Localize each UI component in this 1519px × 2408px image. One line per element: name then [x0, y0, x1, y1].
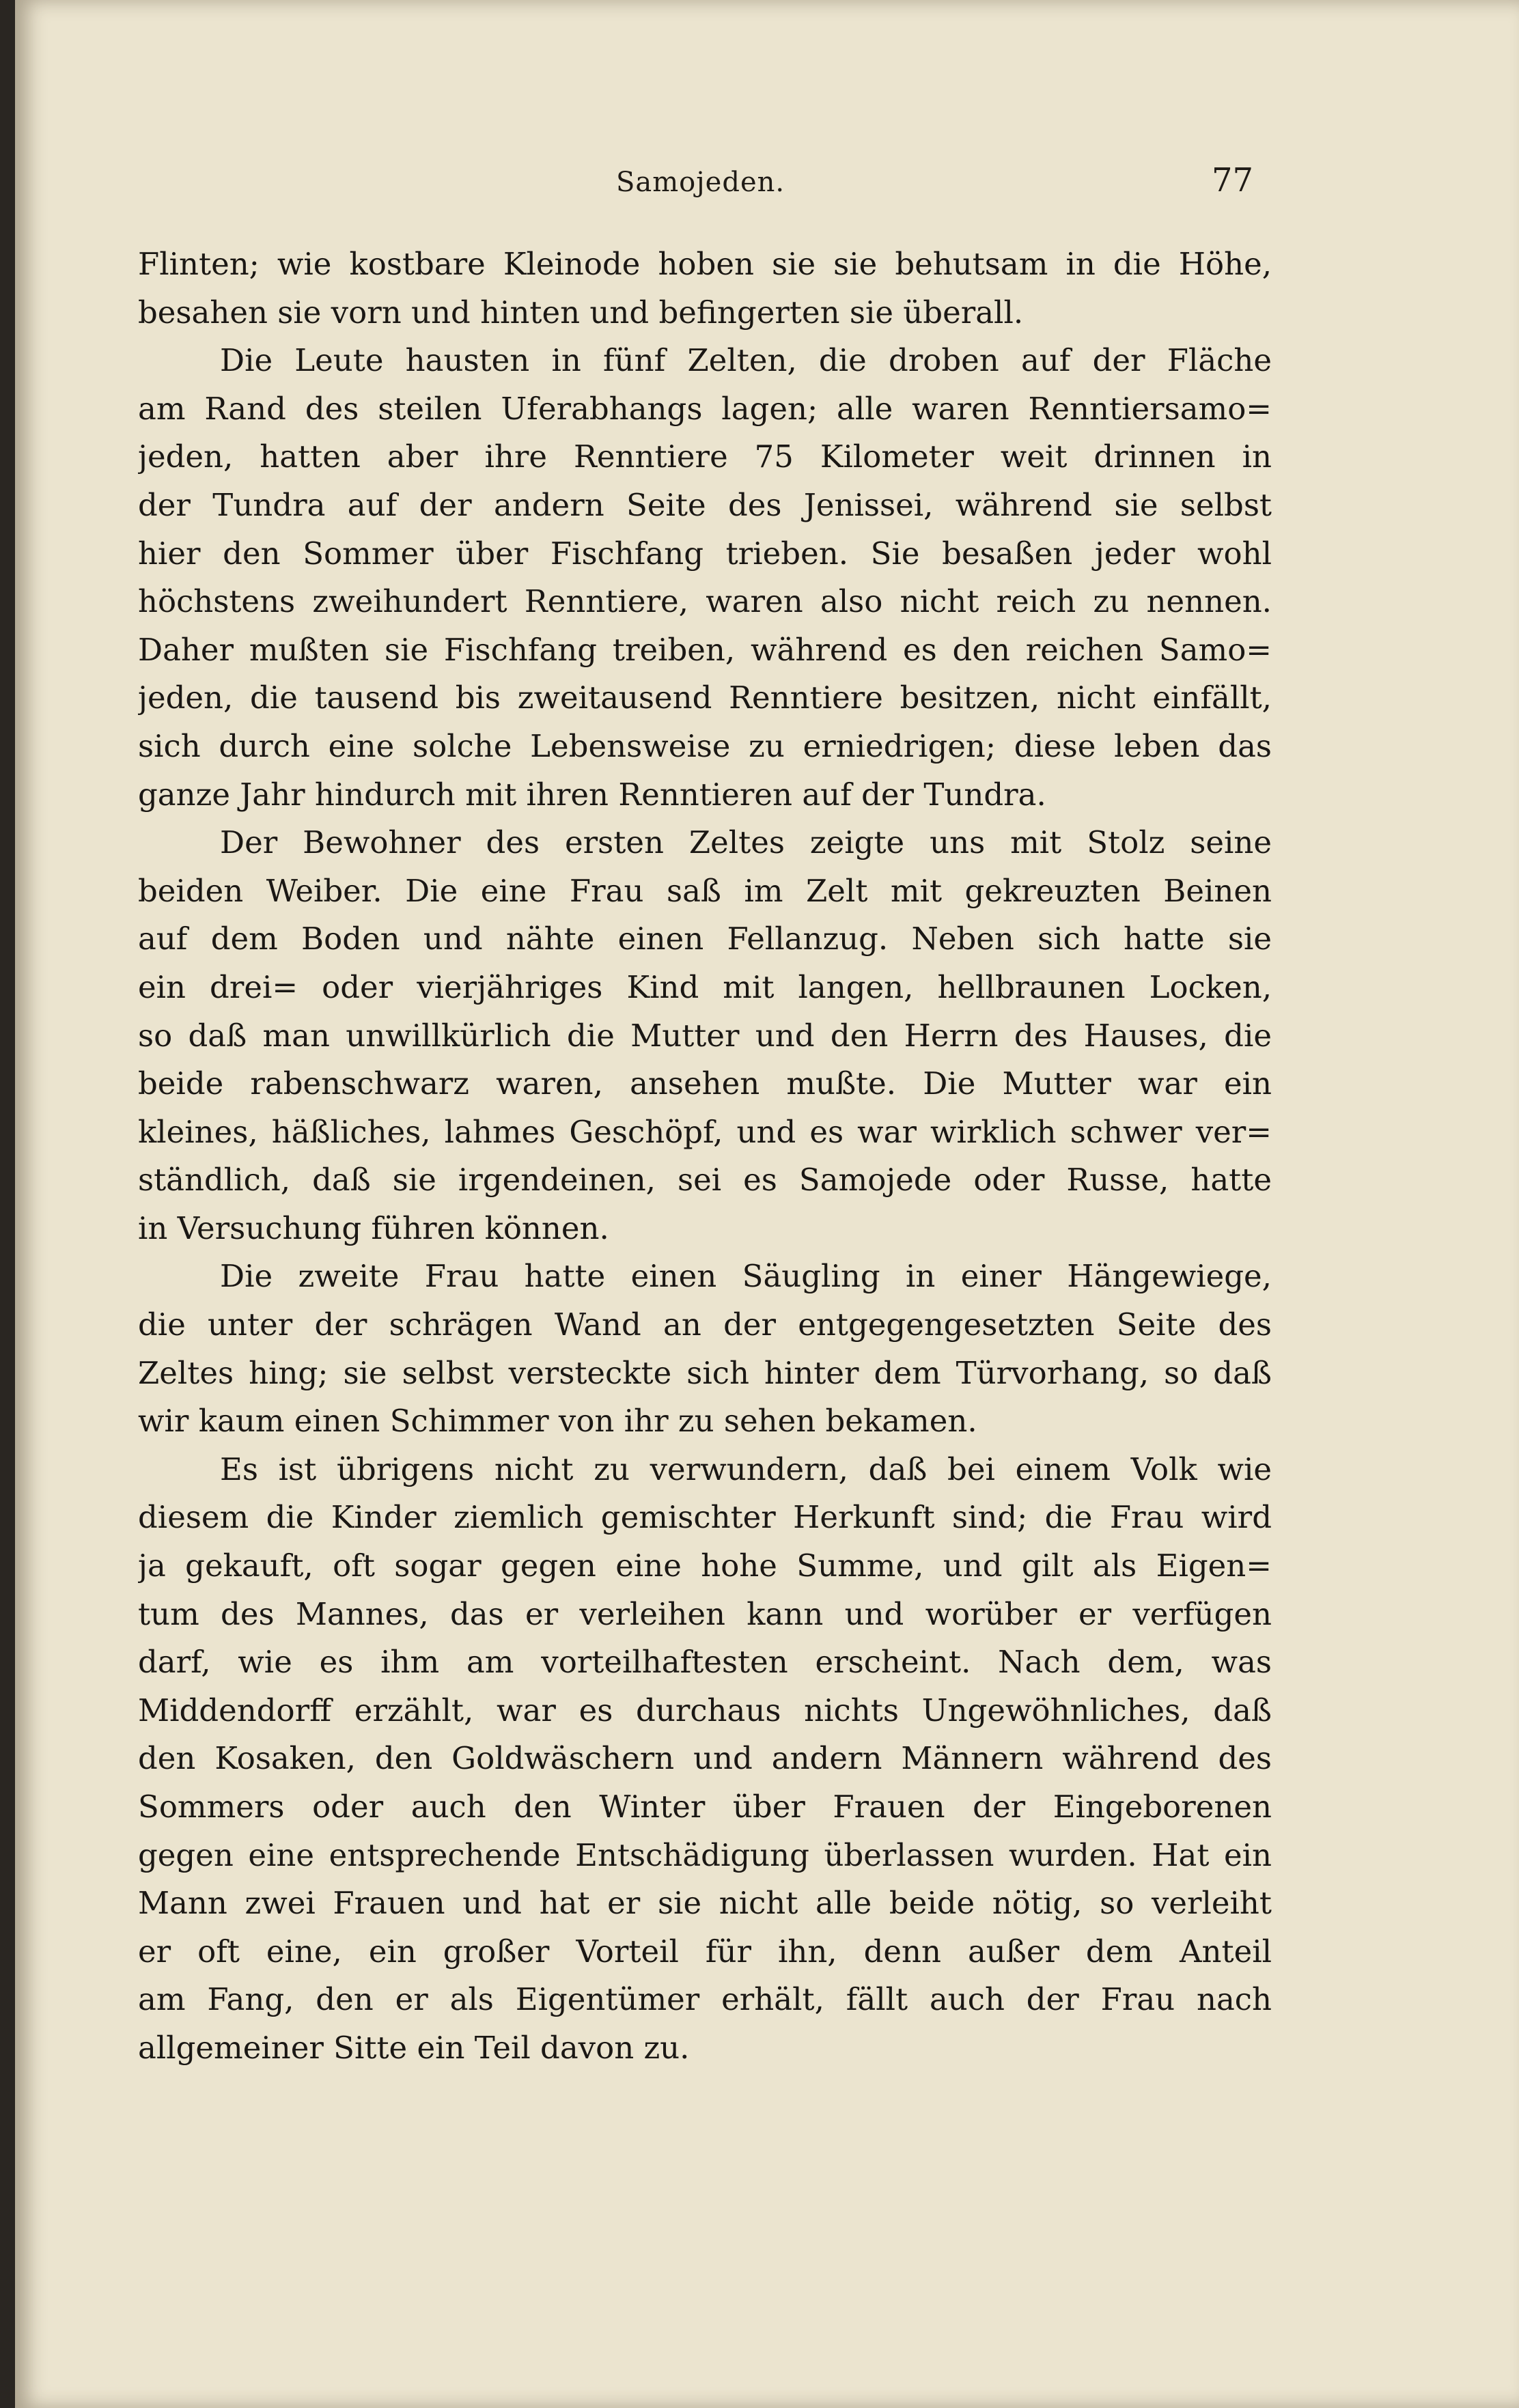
text-line: Es ist übrigens nicht zu verwundern, daß bei einem Volk wie: [220, 1451, 1272, 1487]
text-line: den Kosaken, den Goldwäschern und andern Männern während des: [138, 1740, 1272, 1777]
text-line: diesem die Kinder ziemlich gemischter Herkunft sind; die Frau wird: [138, 1499, 1272, 1536]
book-page: [15, 0, 1519, 2408]
text-line: der Tundra auf der andern Seite des Jenissei, während sie selbst: [138, 486, 1272, 523]
text-line: beide rabenschwarz waren, ansehen mußte. Die Mutter war ein: [138, 1065, 1272, 1102]
text-line: Der Bewohner des ersten Zeltes zeigte uns mit Stolz seine: [220, 824, 1272, 861]
text-line: auf dem Boden und nähte einen Fellanzug. Neben sich hatte sie: [138, 921, 1272, 957]
text-line: Die zweite Frau hatte einen Säugling in einer Hängewiege,: [220, 1258, 1272, 1295]
text-line: Flinten; wie kostbare Kleinode hoben sie sie behutsam in die Höhe,: [138, 246, 1272, 282]
text-line: er oft eine, ein großer Vorteil für ihn, denn außer dem Anteil: [138, 1933, 1272, 1970]
text-line: in Versuchung führen können.: [138, 1209, 609, 1246]
text-line: die unter der schrägen Wand an der entgegengesetzten Seite des: [138, 1306, 1272, 1343]
text-line: Mann zwei Frauen und hat er sie nicht alle beide nötig, so verleiht: [138, 1885, 1272, 1922]
text-line: jeden, hatten aber ihre Renntiere 75 Kilometer weit drinnen in: [138, 438, 1272, 475]
text-line: allgemeiner Sitte ein Teil davon zu.: [138, 2029, 690, 2066]
text-line: darf, wie es ihm am vorteilhaftesten erscheint. Nach dem, was: [138, 1644, 1272, 1681]
page-number: 77: [1212, 161, 1254, 199]
running-head: [15, 161, 1519, 216]
text-line: Zeltes hing; sie selbst versteckte sich hinter dem Türvorhang, so daß: [138, 1354, 1272, 1391]
body-text: [138, 240, 1272, 2073]
text-line: am Fang, den er als Eigentümer erhält, fällt auch der Frau nach: [138, 1981, 1272, 2018]
text-line: gegen eine entsprechende Entschädigung überlassen wurden. Hat ein: [138, 1836, 1272, 1873]
text-line: besahen sie vorn und hinten und befingerten sie überall.: [138, 294, 1024, 331]
text-line: jeden, die tausend bis zweitausend Renntiere besitzen, nicht einfällt,: [138, 680, 1272, 716]
text-line: Middendorff erzählt, war es durchaus nichts Ungewöhnliches, daß: [138, 1692, 1272, 1728]
text-line: ein drei= oder vierjähriges Kind mit langen, hellbraunen Locken,: [138, 968, 1272, 1005]
text-line: Sommers oder auch den Winter über Frauen der Eingeborenen: [138, 1789, 1272, 1825]
text-line: hier den Sommer über Fischfang trieben. Sie besaßen jeder wohl: [138, 535, 1272, 572]
text-line: ständlich, daß sie irgendeinen, sei es Samojede oder Russe, hatte: [138, 1162, 1272, 1199]
text-line: kleines, häßliches, lahmes Geschöpf, und es war wirklich schwer ver=: [138, 1113, 1272, 1150]
running-head-title: Samojeden.: [616, 167, 785, 198]
text-line: Die Leute hausten in fünf Zelten, die droben auf der Fläche: [220, 342, 1272, 379]
text-line: wir kaum einen Schimmer von ihr zu sehen bekamen.: [138, 1403, 977, 1440]
text-line: ja gekauft, oft sogar gegen eine hohe Summe, und gilt als Eigen=: [138, 1548, 1272, 1584]
text-line: beiden Weiber. Die eine Frau saß im Zelt mit gekreuzten Beinen: [138, 872, 1272, 909]
text-line: höchstens zweihundert Renntiere, waren also nicht reich zu nennen.: [138, 583, 1272, 620]
text-line: Daher mußten sie Fischfang treiben, während es den reichen Samo=: [138, 631, 1272, 668]
text-line: ganze Jahr hindurch mit ihren Renntieren auf der Tundra.: [138, 776, 1046, 813]
text-line: tum des Mannes, das er verleihen kann und worüber er verfügen: [138, 1595, 1272, 1632]
text-line: so daß man unwillkürlich die Mutter und den Herrn des Hauses, die: [138, 1017, 1272, 1054]
text-line: sich durch eine solche Lebensweise zu erniedrigen; diese leben das: [138, 727, 1272, 764]
text-line: am Rand des steilen Uferabhangs lagen; alle waren Renntiersamo=: [138, 390, 1272, 427]
